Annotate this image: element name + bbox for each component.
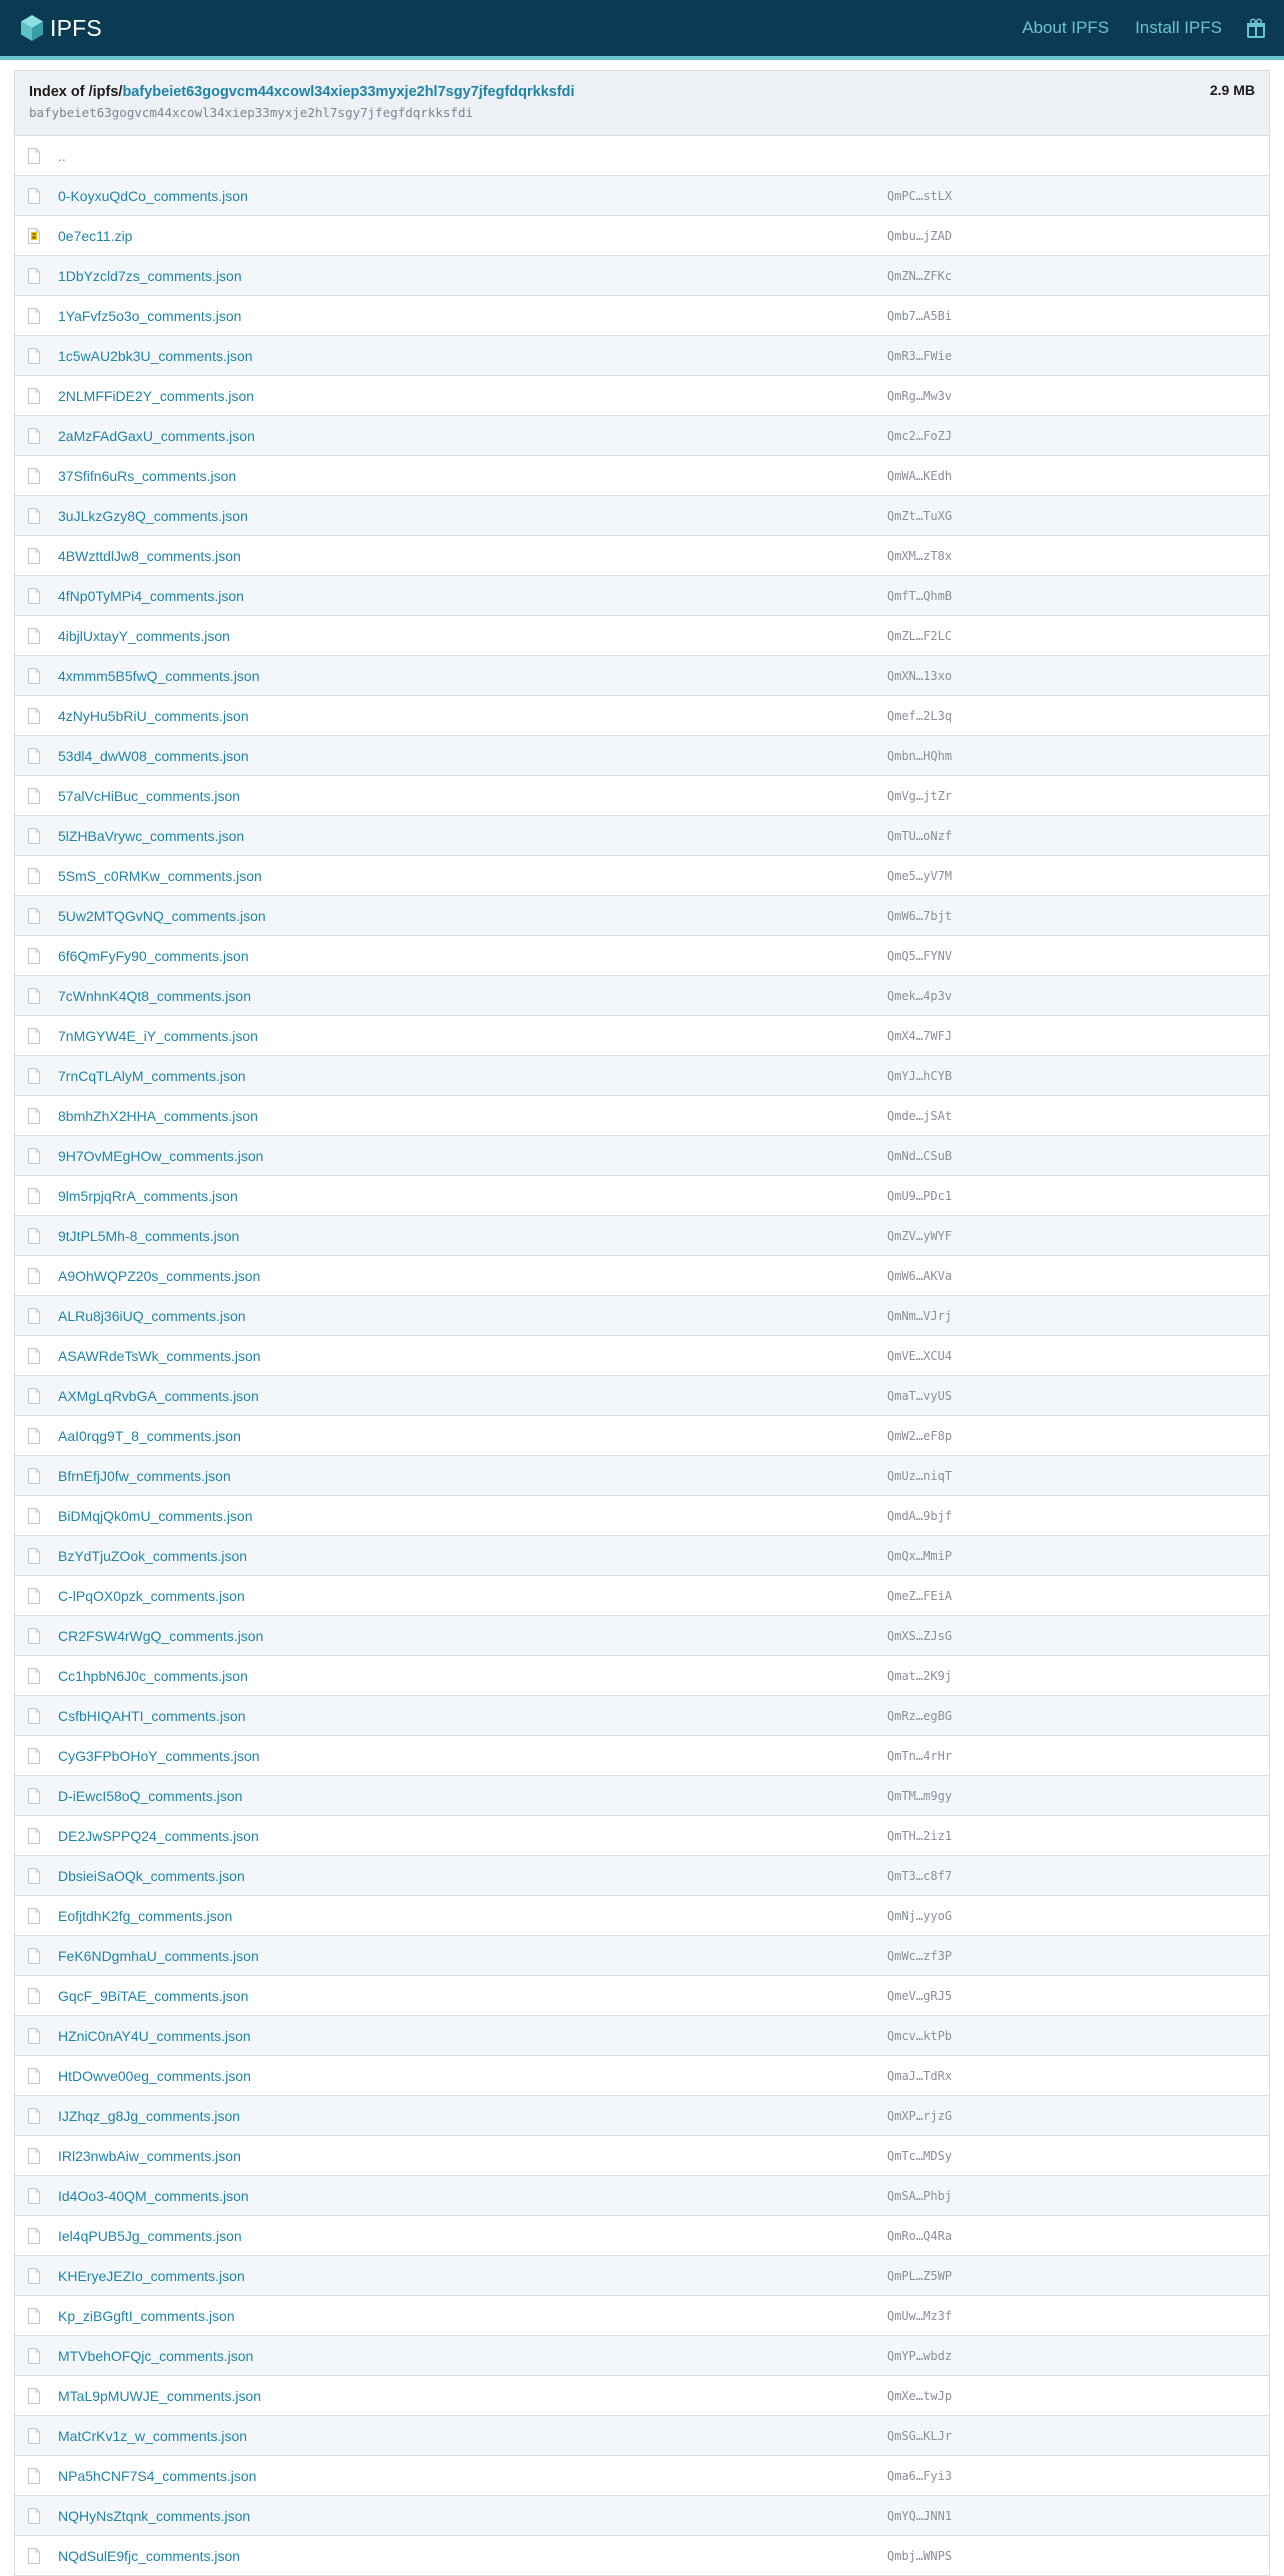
file-name-link[interactable]: 8bmhZhX2HHA_comments.json xyxy=(58,1107,258,1124)
file-name-link[interactable]: IJZhqz_g8Jg_comments.json xyxy=(58,2107,241,2124)
file-row[interactable] xyxy=(15,1296,1269,1336)
file-row[interactable] xyxy=(15,2336,1269,2376)
file-row[interactable] xyxy=(15,296,1269,336)
file-row[interactable] xyxy=(15,816,1269,856)
file-icon xyxy=(27,1748,41,1764)
file-row[interactable] xyxy=(15,1776,1269,1816)
file-icon xyxy=(27,1908,41,1924)
file-row[interactable] xyxy=(15,1216,1269,1256)
file-hash[interactable]: Qmde…jSAt xyxy=(887,1108,953,1123)
file-name-link[interactable]: HtDOwve00eg_comments.json xyxy=(58,2067,251,2084)
file-hash[interactable]: Qmbu…jZAD xyxy=(887,228,953,243)
file-icon xyxy=(27,1308,41,1324)
file-hash[interactable]: QmUw…Mz3f xyxy=(887,2308,953,2323)
file-row[interactable] xyxy=(15,1096,1269,1136)
file-icon xyxy=(27,2388,41,2404)
file-hash[interactable]: QmaJ…TdRx xyxy=(887,2068,953,2083)
file-name-link[interactable]: DbsieiSaOQk_comments.json xyxy=(58,1867,245,1884)
file-row[interactable] xyxy=(15,1056,1269,1096)
file-icon xyxy=(27,2188,41,2204)
file-name-link[interactable]: 37Sfifn6uRs_comments.json xyxy=(58,467,237,484)
file-row[interactable] xyxy=(15,256,1269,296)
file-name-link[interactable]: DE2JwSPPQ24_comments.json xyxy=(58,1827,259,1844)
file-icon xyxy=(27,668,41,684)
gift-icon[interactable] xyxy=(1246,18,1266,38)
file-name-link[interactable]: 1DbYzcld7zs_comments.json xyxy=(58,267,242,284)
file-hash[interactable]: QmdA…9bjf xyxy=(887,1508,953,1523)
file-hash[interactable]: QmT3…c8f7 xyxy=(887,1868,953,1883)
file-name-link[interactable]: 2aMzFAdGaxU_comments.json xyxy=(58,427,255,444)
file-name-link[interactable]: Cc1hpbN6J0c_comments.json xyxy=(58,1667,248,1684)
file-row[interactable] xyxy=(15,416,1269,456)
cid-link[interactable]: bafybeiet63gogvcm44xcowl34xiep33myxje2hl7sgy7jfegfdqrkksfdi xyxy=(122,84,575,100)
file-icon xyxy=(27,188,41,204)
file-icon xyxy=(27,308,41,324)
file-icon xyxy=(27,2028,41,2044)
file-hash[interactable]: QmXS…ZJsG xyxy=(887,1628,953,1643)
file-name-link[interactable]: 0e7ec11.zip xyxy=(58,227,133,244)
file-row[interactable] xyxy=(15,2496,1269,2536)
file-name-link[interactable]: 4fNp0TyMPi4_comments.json xyxy=(58,587,244,604)
file-name-link[interactable]: 53dl4_dwW08_comments.json xyxy=(58,747,249,764)
file-name-link[interactable]: CsfbHIQAHTI_comments.json xyxy=(58,1707,246,1724)
file-name-link[interactable]: 5SmS_c0RMKw_comments.json xyxy=(58,867,262,884)
file-row[interactable] xyxy=(15,1336,1269,1376)
file-icon xyxy=(27,1548,41,1564)
file-row[interactable] xyxy=(15,2176,1269,2216)
file-icon xyxy=(27,1508,41,1524)
file-row[interactable] xyxy=(15,656,1269,696)
file-icon xyxy=(27,2268,41,2284)
file-name-link[interactable]: 1YaFvfz5o3o_comments.json xyxy=(58,307,242,324)
file-name-link[interactable]: MTaL9pMUWJE_comments.json xyxy=(58,2387,262,2404)
file-name-link[interactable]: D-iEwcI58oQ_comments.json xyxy=(58,1787,243,1804)
file-icon xyxy=(27,2508,41,2524)
file-row[interactable] xyxy=(15,496,1269,536)
file-hash[interactable]: QmW2…eF8p xyxy=(887,1428,953,1443)
file-row[interactable] xyxy=(15,336,1269,376)
file-name-link[interactable]: NQHyNsZtqnk_comments.json xyxy=(58,2507,251,2524)
file-row[interactable] xyxy=(15,1176,1269,1216)
file-name-link[interactable]: CR2FSW4rWgQ_comments.json xyxy=(58,1627,264,1644)
file-hash[interactable]: QmVE…XCU4 xyxy=(887,1348,953,1363)
file-row[interactable] xyxy=(15,1976,1269,2016)
file-name-link[interactable]: KHEryeJEZIo_comments.json xyxy=(58,2267,245,2284)
file-hash[interactable]: QmZN…ZFKc xyxy=(887,268,953,283)
file-hash[interactable]: QmNj…yyoG xyxy=(887,1908,953,1923)
file-name-link[interactable]: Id4Oo3-40QM_comments.json xyxy=(58,2187,249,2204)
directory-listing xyxy=(14,70,1270,2576)
file-row[interactable] xyxy=(15,176,1269,216)
file-name-link[interactable]: 9H7OvMEgHOw_comments.json xyxy=(58,1147,264,1164)
file-name-link[interactable]: 7nMGYW4E_iY_comments.json xyxy=(58,1027,258,1044)
file-name-link[interactable]: MTVbehOFQjc_comments.json xyxy=(58,2347,254,2364)
file-hash[interactable]: QmZV…yWYF xyxy=(887,1228,953,1243)
file-name-link[interactable]: HZniC0nAY4U_comments.json xyxy=(58,2027,251,2044)
file-icon xyxy=(27,1148,41,1164)
file-hash[interactable]: QmR3…FWie xyxy=(887,348,953,363)
file-icon xyxy=(27,1388,41,1404)
file-name-link[interactable]: AXMgLqRvbGA_comments.json xyxy=(58,1387,259,1404)
file-icon xyxy=(27,2148,41,2164)
file-hash[interactable]: QmXN…13xo xyxy=(887,668,953,683)
file-hash[interactable]: QmaT…vyUS xyxy=(887,1388,953,1403)
file-hash[interactable]: Qma6…Fyi3 xyxy=(887,2468,953,2483)
file-hash[interactable]: QmYQ…JNN1 xyxy=(887,2508,953,2523)
file-row[interactable] xyxy=(15,1896,1269,1936)
file-name-link[interactable]: 7rnCqTLAlyM_comments.json xyxy=(58,1067,246,1084)
file-icon xyxy=(27,1428,41,1444)
file-hash[interactable]: QmZL…F2LC xyxy=(887,628,953,643)
file-icon xyxy=(27,1668,41,1684)
file-icon xyxy=(27,868,41,884)
file-icon xyxy=(27,1268,41,1284)
file-row[interactable] xyxy=(15,1536,1269,1576)
file-icon xyxy=(27,468,41,484)
file-hash[interactable]: Qmbn…HQhm xyxy=(887,748,953,763)
file-row[interactable] xyxy=(15,1816,1269,1856)
file-row[interactable] xyxy=(15,856,1269,896)
file-hash[interactable]: Qmc2…FoZJ xyxy=(887,428,953,443)
file-name-link[interactable]: 4xmmm5B5fwQ_comments.json xyxy=(58,667,260,684)
file-hash[interactable]: QmRg…Mw3v xyxy=(887,388,953,403)
file-icon xyxy=(27,1188,41,1204)
file-name-link[interactable]: 5lZHBaVrywc_comments.json xyxy=(58,827,245,844)
file-name-link[interactable]: 7cWnhnK4Qt8_comments.json xyxy=(58,987,251,1004)
file-hash[interactable]: QmPC…stLX xyxy=(887,188,953,203)
file-hash[interactable]: QmTU…oNzf xyxy=(887,828,953,843)
file-hash[interactable]: Qmek…4p3v xyxy=(887,988,953,1003)
file-name-link[interactable]: BfrnEfjJ0fw_comments.json xyxy=(58,1467,231,1484)
file-hash[interactable]: QmRz…egBG xyxy=(887,1708,953,1723)
file-icon xyxy=(27,628,41,644)
file-row[interactable] xyxy=(15,216,1269,256)
file-name-link[interactable]: 3uJLkzGzy8Q_comments.json xyxy=(58,507,248,524)
total-size: 2.9 MB xyxy=(1209,82,1255,98)
index-title xyxy=(29,82,1255,102)
file-hash[interactable]: Qmat…2K9j xyxy=(887,1668,953,1683)
file-row[interactable] xyxy=(15,1456,1269,1496)
file-row[interactable] xyxy=(15,976,1269,1016)
file-name-link[interactable]: Iel4qPUB5Jg_comments.json xyxy=(58,2227,242,2244)
file-name-link[interactable]: 9tJtPL5Mh-8_comments.json xyxy=(58,1227,240,1244)
file-row[interactable] xyxy=(15,1856,1269,1896)
file-name-link[interactable]: BiDMqjQk0mU_comments.json xyxy=(58,1507,253,1524)
file-icon xyxy=(27,1948,41,1964)
file-hash[interactable]: Qmef…2L3q xyxy=(887,708,953,723)
file-hash[interactable]: QmQx…MmiP xyxy=(887,1548,953,1563)
file-name-link[interactable]: 6f6QmFyFy90_comments.json xyxy=(58,947,249,964)
file-row[interactable] xyxy=(15,456,1269,496)
file-icon xyxy=(27,148,41,164)
file-hash[interactable]: QmeV…gRJ5 xyxy=(887,1988,953,2003)
file-name-link[interactable]: 4BWzttdlJw8_comments.json xyxy=(58,547,241,564)
file-hash[interactable]: QmW6…AKVa xyxy=(887,1268,953,1283)
file-hash[interactable]: QmX4…7WFJ xyxy=(887,1028,953,1043)
file-hash[interactable]: QmeZ…FEiA xyxy=(887,1588,953,1603)
file-row[interactable] xyxy=(15,616,1269,656)
file-row[interactable] xyxy=(15,1656,1269,1696)
file-row[interactable] xyxy=(15,1256,1269,1296)
index-title-prefix: Index of /ipfs/ xyxy=(29,84,123,100)
file-icon xyxy=(27,2428,41,2444)
file-icon xyxy=(27,908,41,924)
file-icon xyxy=(27,2548,41,2564)
file-icon xyxy=(27,2228,41,2244)
file-hash[interactable]: QmSG…KLJr xyxy=(887,2428,953,2443)
cid-text: bafybeiet63gogvcm44xcowl34xiep33myxje2hl7sgy7jfegfdqrkksfdi xyxy=(29,105,474,120)
logo-text: IPFS xyxy=(50,14,102,41)
file-icon xyxy=(27,388,41,404)
file-icon xyxy=(27,828,41,844)
file-hash[interactable]: QmYJ…hCYB xyxy=(887,1068,953,1083)
file-name-link[interactable]: 57alVcHiBuc_comments.json xyxy=(58,787,241,804)
file-name-link[interactable]: BzYdTjuZOok_comments.json xyxy=(58,1547,248,1564)
file-hash[interactable]: QmW6…7bjt xyxy=(887,908,953,923)
file-icon xyxy=(27,788,41,804)
ipfs-logo[interactable] xyxy=(20,14,102,42)
file-row[interactable] xyxy=(15,1696,1269,1736)
file-hash[interactable]: QmYP…wbdz xyxy=(887,2348,953,2363)
install-ipfs-link[interactable]: Install IPFS xyxy=(1135,18,1222,37)
file-hash[interactable]: QmfT…QhmB xyxy=(887,588,953,603)
file-icon xyxy=(27,988,41,1004)
file-row[interactable] xyxy=(15,2456,1269,2496)
file-name-link[interactable]: EofjtdhK2fg_comments.json xyxy=(58,1907,233,1924)
file-list xyxy=(15,136,1269,2576)
file-hash[interactable]: QmZt…TuXG xyxy=(887,508,953,523)
file-row[interactable] xyxy=(15,2096,1269,2136)
file-row[interactable] xyxy=(15,1616,1269,1656)
file-hash[interactable]: QmRo…Q4Ra xyxy=(887,2228,953,2243)
file-icon xyxy=(27,1788,41,1804)
file-row[interactable] xyxy=(15,896,1269,936)
file-hash[interactable]: QmNm…VJrj xyxy=(887,1308,953,1323)
file-hash[interactable]: QmWA…KEdh xyxy=(887,468,953,483)
file-hash[interactable]: QmXM…zT8x xyxy=(887,548,953,563)
file-row[interactable] xyxy=(15,2016,1269,2056)
file-icon xyxy=(27,508,41,524)
file-name-link[interactable]: 1c5wAU2bk3U_comments.json xyxy=(58,347,253,364)
file-name-link[interactable]: AaI0rqg9T_8_comments.json xyxy=(58,1427,241,1444)
about-ipfs-link[interactable]: About IPFS xyxy=(1022,18,1110,37)
file-icon xyxy=(27,748,41,764)
file-name-link[interactable]: Kp_ziBGgftI_comments.json xyxy=(58,2307,235,2324)
file-name-link[interactable]: C-lPqOX0pzk_comments.json xyxy=(58,1587,245,1604)
parent-directory-row[interactable] xyxy=(15,136,1269,176)
file-icon xyxy=(27,1708,41,1724)
file-hash[interactable]: QmTn…4rHr xyxy=(887,1748,953,1763)
file-icon xyxy=(27,948,41,964)
file-hash[interactable]: QmUz…niqT xyxy=(887,1468,953,1483)
file-row[interactable] xyxy=(15,2056,1269,2096)
file-row[interactable] xyxy=(15,1736,1269,1776)
file-icon xyxy=(27,1468,41,1484)
file-hash[interactable]: QmPL…Z5WP xyxy=(887,2268,953,2283)
file-icon xyxy=(27,2348,41,2364)
file-row[interactable] xyxy=(15,1376,1269,1416)
file-icon xyxy=(27,708,41,724)
file-row[interactable] xyxy=(15,1936,1269,1976)
file-row[interactable] xyxy=(15,2416,1269,2456)
file-name-link[interactable]: ALRu8j36iUQ_comments.json xyxy=(58,1307,246,1324)
file-icon xyxy=(27,1028,41,1044)
file-icon xyxy=(27,268,41,284)
file-name-link[interactable]: MatCrKv1z_w_comments.json xyxy=(58,2427,248,2444)
file-row[interactable] xyxy=(15,576,1269,616)
file-name-link[interactable]: 5Uw2MTQGvNQ_comments.json xyxy=(58,907,266,924)
file-row[interactable] xyxy=(15,1576,1269,1616)
file-name-link[interactable]: GqcF_9BiTAE_comments.json xyxy=(58,1987,249,2004)
file-hash[interactable]: QmSA…Phbj xyxy=(887,2188,953,2203)
file-hash[interactable]: Qmcv…ktPb xyxy=(887,2028,953,2043)
file-icon xyxy=(27,1588,41,1604)
file-hash[interactable]: QmU9…PDc1 xyxy=(887,1188,953,1203)
file-row[interactable] xyxy=(15,696,1269,736)
file-row[interactable] xyxy=(15,2376,1269,2416)
file-row[interactable] xyxy=(15,2216,1269,2256)
zip-file-icon xyxy=(27,228,41,244)
file-hash[interactable]: Qmb7…A5Bi xyxy=(887,308,953,323)
file-icon xyxy=(27,1228,41,1244)
file-name-link[interactable]: NQdSulE9fjc_comments.json xyxy=(58,2547,241,2564)
file-icon xyxy=(27,1628,41,1644)
file-icon xyxy=(27,1868,41,1884)
file-name-link[interactable]: 4zNyHu5bRiU_comments.json xyxy=(58,707,249,724)
file-name-link[interactable]: 0-KoyxuQdCo_comments.json xyxy=(58,187,248,204)
top-bar xyxy=(0,0,1284,60)
index-header xyxy=(15,71,1269,136)
file-name-link[interactable]: ASAWRdeTsWk_comments.json xyxy=(58,1347,261,1364)
file-hash[interactable]: Qme5…yV7M xyxy=(887,868,953,883)
file-name-link[interactable]: 9lm5rpjqRrA_comments.json xyxy=(58,1187,238,1204)
file-row[interactable] xyxy=(15,2256,1269,2296)
file-row[interactable] xyxy=(15,1136,1269,1176)
file-hash[interactable]: QmTc…MDSy xyxy=(887,2148,953,2163)
file-icon xyxy=(27,2308,41,2324)
file-row[interactable] xyxy=(15,1496,1269,1536)
header-nav xyxy=(996,18,1266,38)
file-row[interactable] xyxy=(15,2136,1269,2176)
file-row[interactable] xyxy=(15,936,1269,976)
file-name-link[interactable]: CyG3FPbOHoY_comments.json xyxy=(58,1747,260,1764)
file-icon xyxy=(27,2468,41,2484)
file-hash[interactable]: QmTH…2iz1 xyxy=(887,1828,953,1843)
file-row[interactable] xyxy=(15,536,1269,576)
parent-directory-link[interactable]: .. xyxy=(58,147,66,164)
file-hash[interactable]: QmVg…jtZr xyxy=(887,788,953,803)
file-hash[interactable]: QmTM…m9gy xyxy=(887,1788,953,1803)
file-row[interactable] xyxy=(15,736,1269,776)
file-icon xyxy=(27,548,41,564)
file-row[interactable] xyxy=(15,1416,1269,1456)
file-icon xyxy=(27,2108,41,2124)
file-name-link[interactable]: IRl23nwbAiw_comments.json xyxy=(58,2147,241,2164)
file-name-link[interactable]: NPa5hCNF7S4_comments.json xyxy=(58,2467,257,2484)
file-hash[interactable]: Qmbj…WNPS xyxy=(887,2548,953,2563)
file-hash[interactable]: QmQ5…FYNV xyxy=(887,948,953,963)
file-hash[interactable]: QmXP…rjzG xyxy=(887,2108,953,2123)
file-row[interactable] xyxy=(15,776,1269,816)
file-icon xyxy=(27,588,41,604)
file-icon xyxy=(27,1988,41,2004)
file-row[interactable] xyxy=(15,2536,1269,2576)
file-icon xyxy=(27,1108,41,1124)
file-row[interactable] xyxy=(15,376,1269,416)
file-name-link[interactable]: 2NLMFFiDE2Y_comments.json xyxy=(58,387,255,404)
file-row[interactable] xyxy=(15,2296,1269,2336)
file-icon xyxy=(27,1348,41,1364)
file-row[interactable] xyxy=(15,1016,1269,1056)
file-hash[interactable]: QmXe…twJp xyxy=(887,2388,953,2403)
file-icon xyxy=(27,348,41,364)
file-name-link[interactable]: A9OhWQPZ20s_comments.json xyxy=(58,1267,261,1284)
file-hash[interactable]: QmNd…CSuB xyxy=(887,1148,953,1163)
file-name-link[interactable]: FeK6NDgmhaU_comments.json xyxy=(58,1947,259,1964)
file-icon xyxy=(27,2068,41,2084)
file-icon xyxy=(27,428,41,444)
file-icon xyxy=(27,1828,41,1844)
ipfs-cube-icon xyxy=(20,14,44,42)
file-hash[interactable]: QmWc…zf3P xyxy=(887,1948,953,1963)
file-icon xyxy=(27,1068,41,1084)
file-name-link[interactable]: 4ibjlUxtayY_comments.json xyxy=(58,627,230,644)
